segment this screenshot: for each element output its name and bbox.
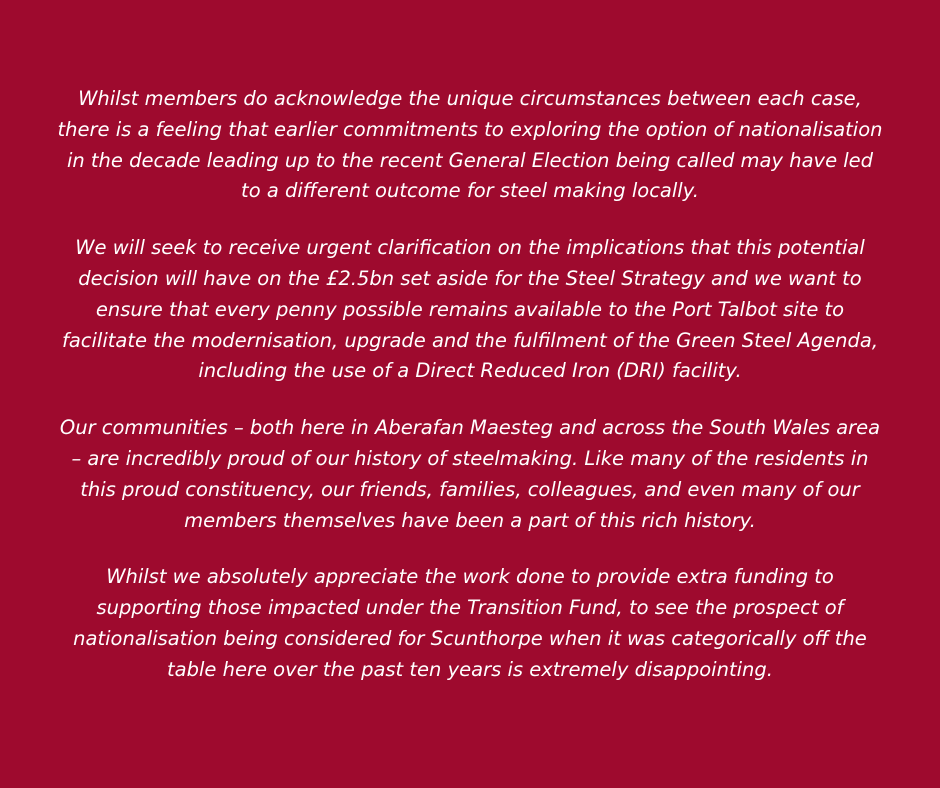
- paragraph-clarification: We will seek to receive urgent clarification on the implications that this potential decision will have on the £2.5bn set aside for the Steel Strategy and we want to ensure that every penny possible remains available to the Port Talbot site to facilitate the modernisation, upgrade and the fulfilment of the Green Steel Agenda, including the use of a Direct Reduced Iron (DRI) facility.: [61, 236, 879, 383]
- paragraph-transition-fund: Whilst we absolutely appreciate the work done to provide extra funding to supporting those impacted under the Transition Fund, to see the prospect of nationalisation being considered for Scunthorpe when it was categorically off the table here over the past ten years is extremely disappointing.: [73, 565, 867, 681]
- statement-text: [56, 84, 884, 712]
- paragraph-commitments: Whilst members do acknowledge the unique circumstances between each case, there is a feeling that earlier commitments to exploring the option of nationalisation in the decade leading up to the recent General Election being called may have led to a different outcome for steel making locally.: [57, 87, 883, 203]
- paragraph-communities: Our communities – both here in Aberafan Maesteg and across the South Wales area – are incredibly proud of our history of steelmaking. Like many of the residents in this proud constituency, our friends, families, colleagues, and even many of our members themselves have been a part of this rich history.: [59, 416, 881, 532]
